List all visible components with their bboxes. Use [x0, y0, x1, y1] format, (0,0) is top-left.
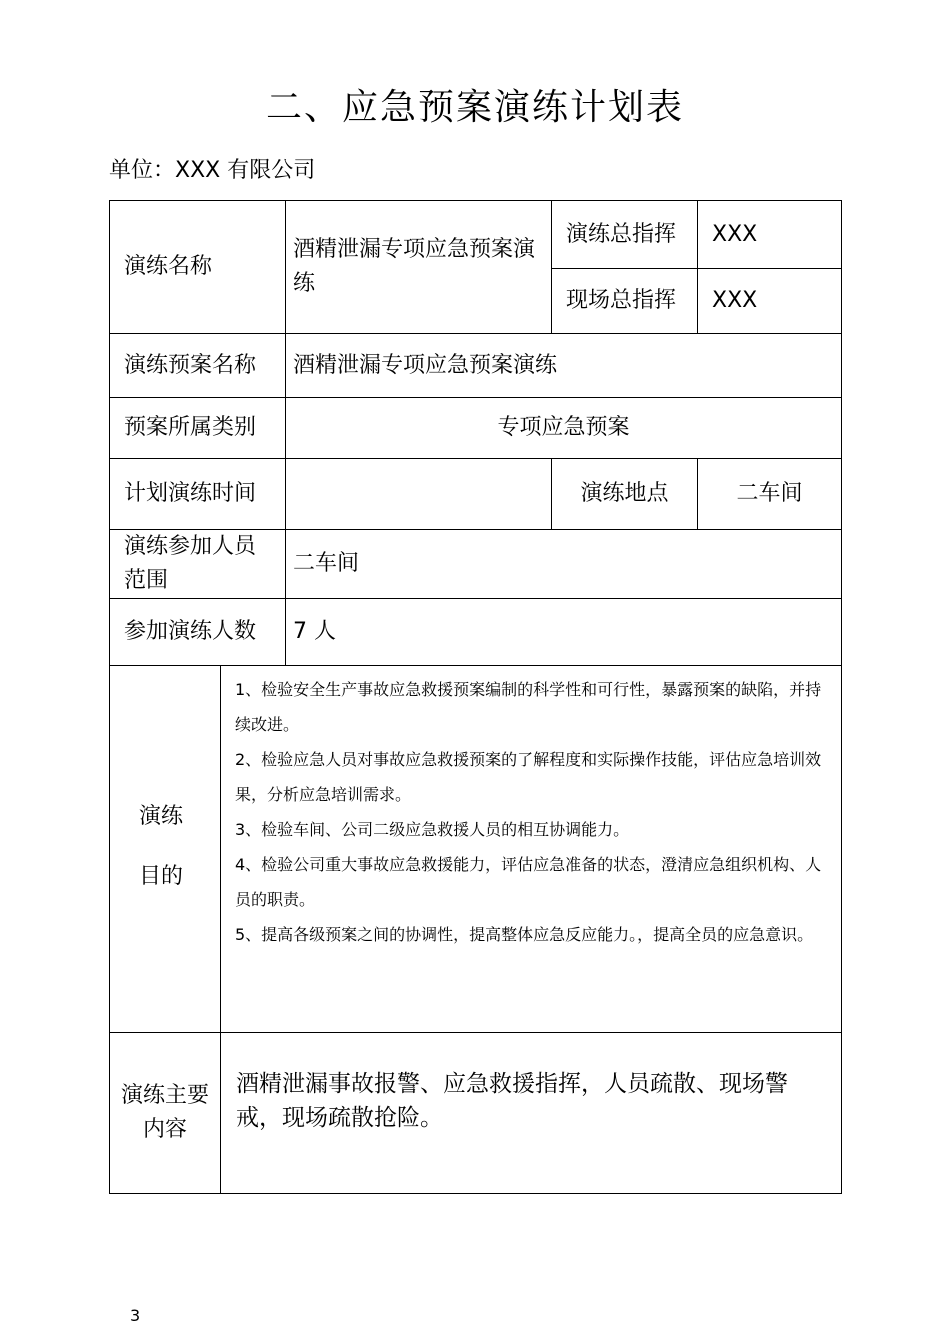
- participants-scope-label: 演练参加人员范围: [124, 534, 257, 593]
- site-commander-label: 现场总指挥: [566, 288, 677, 313]
- purpose-list: [235, 672, 827, 952]
- participants-scope-value: 二车间: [293, 551, 360, 576]
- page-title: 二、应急预案演练计划表: [265, 87, 684, 128]
- purpose-item: 1、检验安全生产事故应急救援预案编制的科学性和可行性，暴露预案的缺陷，并持续改进。: [235, 680, 822, 734]
- drill-name-label: 演练名称: [124, 254, 213, 279]
- purpose-item: 2、检验应急人员对事故应急救援预案的了解程度和实际操作技能，评估应急培训效果，分析应急培训需求。: [235, 750, 822, 804]
- plan-category-value: 专项应急预案: [497, 415, 630, 440]
- purpose-label-line1: 演练: [138, 804, 183, 829]
- plan-category-label: 预案所属类别: [124, 415, 257, 440]
- page-number: 3: [130, 1306, 141, 1325]
- purpose-item: 4、检验公司重大事故应急救援能力，评估应急准备的状态，澄清应急组织机构、人员的职责。: [235, 855, 822, 909]
- main-content-label: 演练主要内容: [120, 1083, 209, 1142]
- purpose-label-line2: 目的: [138, 864, 183, 889]
- plan-name-value: 酒精泄漏专项应急预案演练: [293, 352, 558, 378]
- plan-name-label: 演练预案名称: [124, 352, 257, 378]
- purpose-item: 5、提高各级预案之间的协调性，提高整体应急反应能力。，提高全员的应急意识。: [235, 925, 814, 944]
- site-commander-value: XXX: [712, 288, 758, 313]
- main-content-value: 酒精泄漏事故报警、应急救援指挥，人员疏散、现场警戒，现场疏散抢险。: [236, 1071, 788, 1131]
- planned-time-value: [286, 459, 551, 529]
- commander-value: XXX: [712, 221, 758, 247]
- drill-name-value: 酒精泄漏专项应急预案演练: [293, 237, 536, 296]
- purpose-item: 3、检验车间、公司二级应急救援人员的相互协调能力。: [235, 820, 630, 839]
- participant-count-value: 7 人: [293, 619, 336, 644]
- location-label: 演练地点: [580, 481, 669, 506]
- location-value: 二车间: [736, 481, 803, 506]
- commander-label: 演练总指挥: [566, 221, 677, 247]
- unit-line: 单位：XXX 有限公司: [109, 158, 316, 183]
- planned-time-label: 计划演练时间: [124, 481, 257, 506]
- participant-count-label: 参加演练人数: [124, 619, 257, 644]
